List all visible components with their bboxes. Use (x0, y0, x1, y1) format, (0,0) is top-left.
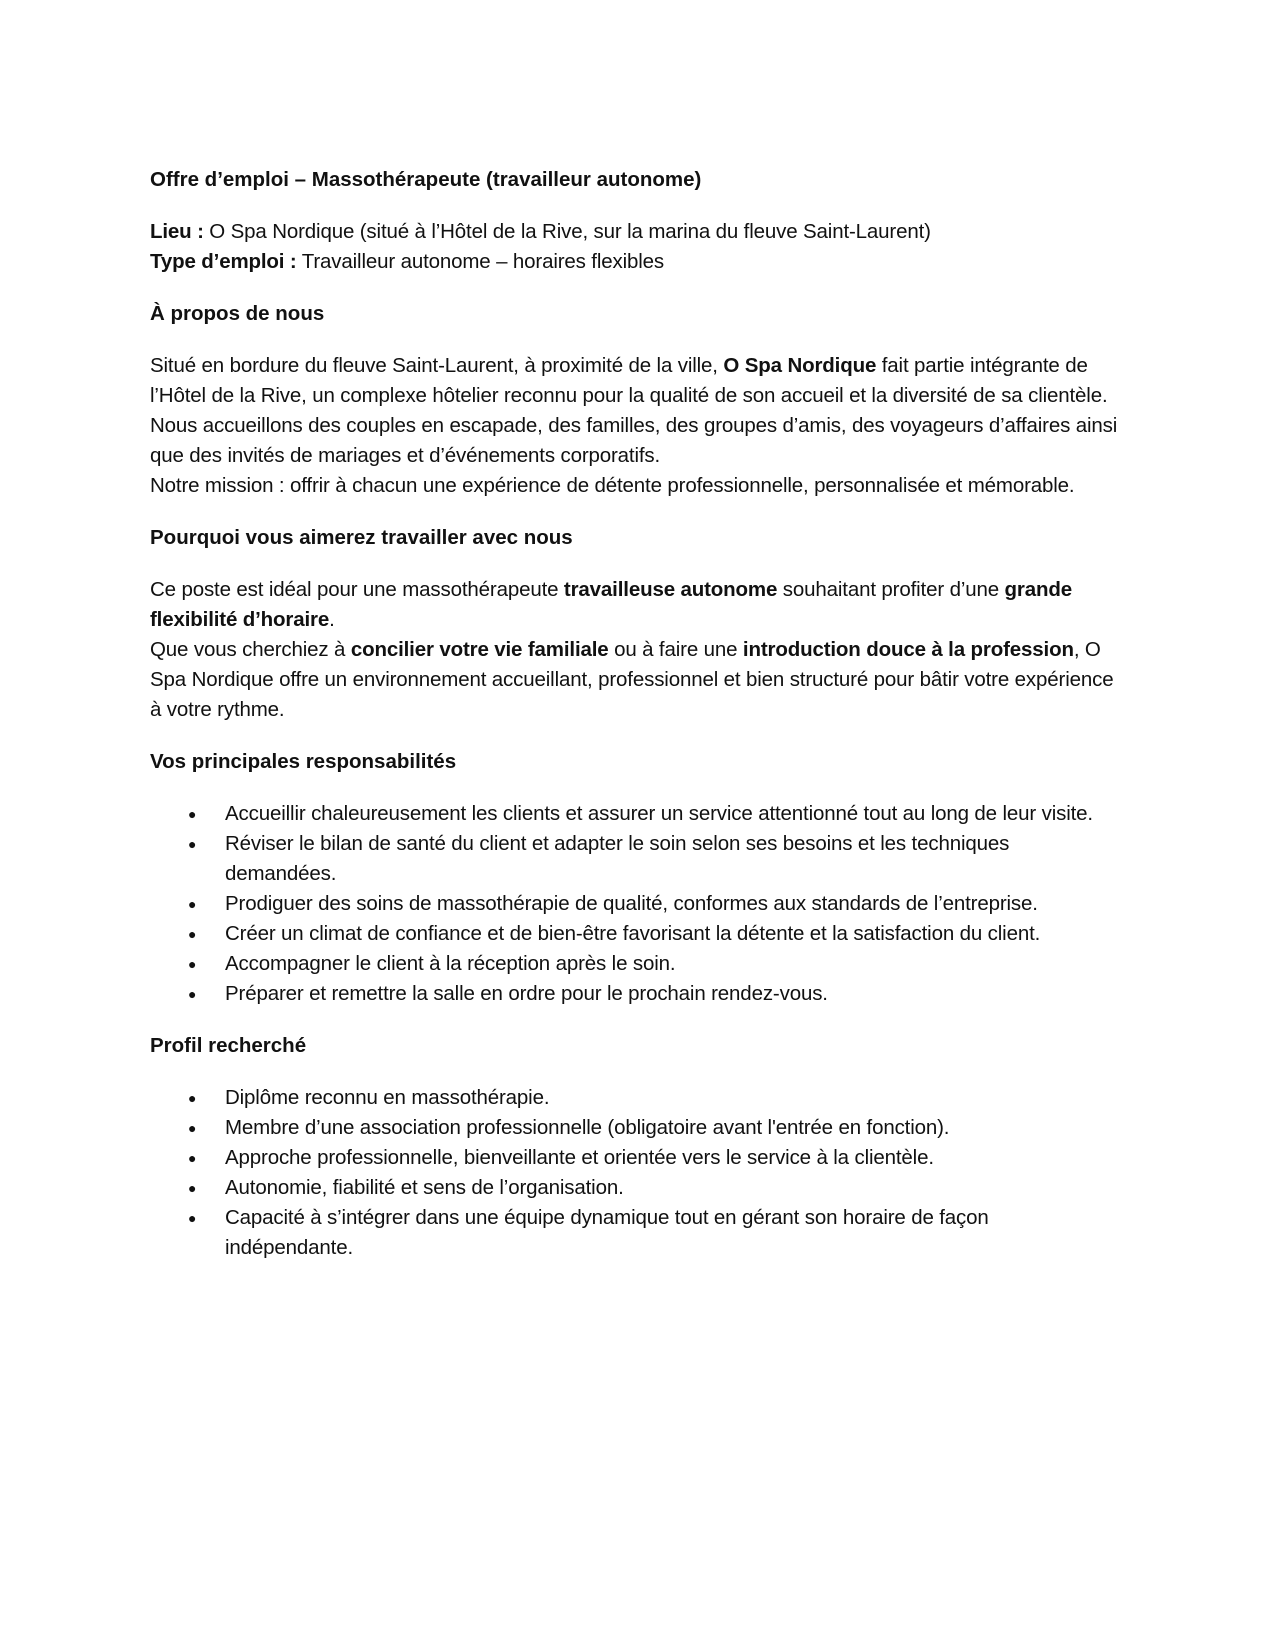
list-item (150, 829, 1120, 889)
list-item (150, 979, 1120, 1009)
why-section (150, 575, 1120, 725)
bold-run: travailleuse autonome (563, 578, 778, 601)
list-item-text: Approche professionnelle, bienveillante et orientée vers le service à la clientèle. (225, 1146, 934, 1169)
list-item-text: Autonomie, fiabilité et sens de l’organisation. (225, 1176, 624, 1199)
text-run: . (329, 608, 335, 631)
bullet-icon: ● (188, 1090, 197, 1106)
profile-list (150, 1083, 1120, 1263)
list-item-text: Diplôme reconnu en massothérapie. (225, 1086, 550, 1109)
text-run: souhaitant profiter d’une (777, 578, 1005, 601)
list-item-text: Accompagner le client à la réception après le soin. (225, 952, 676, 975)
responsibilities-heading: Vos principales responsabilités (150, 750, 457, 773)
bullet-icon: ● (188, 806, 197, 822)
about-paragraph-1 (150, 351, 1120, 411)
spa-name: O Spa Nordique (723, 354, 877, 377)
bullet-icon: ● (188, 926, 197, 942)
about-heading: À propos de nous (150, 302, 325, 325)
job-meta (150, 217, 1120, 277)
list-item (150, 1143, 1120, 1173)
document-page (150, 165, 1120, 1285)
list-item (150, 1173, 1120, 1203)
bold-run: grande flexibilité d’horaire (150, 578, 1072, 631)
list-item-text: Accueillir chaleureusement les clients et assurer un service attentionné tout au long de leur visite. (225, 802, 1093, 825)
about-paragraph-2: Nous accueillons des couples en escapade, des familles, des groupes d’amis, des voyageurs d’affaires ainsi que des invités de mariages et d’événements corporatifs. (150, 414, 1118, 467)
list-item-text: Préparer et remettre la salle en ordre pour le prochain rendez-vous. (225, 982, 828, 1005)
location-line (150, 217, 1120, 247)
bold-run: introduction douce à la profession (742, 638, 1074, 661)
list-item-text: Membre d’une association professionnelle (obligatoire avant l'entrée en fonction). (225, 1116, 950, 1139)
why-heading: Pourquoi vous aimerez travailler avec nous (150, 526, 573, 549)
bullet-icon: ● (188, 836, 197, 852)
why-paragraph-2 (150, 635, 1120, 725)
bullet-icon: ● (188, 1210, 197, 1226)
bold-run: concilier votre vie familiale (350, 638, 609, 661)
list-item (150, 949, 1120, 979)
text-run: Situé en bordure du fleuve Saint-Laurent, à proximité de la ville, (150, 354, 724, 377)
document-title: Offre d’emploi – Massothérapeute (travailleur autonome) (150, 168, 702, 191)
list-item-text: Réviser le bilan de santé du client et adapter le soin selon ses besoins et les techniques demandées. (225, 832, 1010, 885)
bullet-icon: ● (188, 956, 197, 972)
text-run: Ce poste est idéal pour une massothérapeute (150, 578, 564, 601)
list-item-text: Prodiguer des soins de massothérapie de qualité, conformes aux standards de l’entreprise. (225, 892, 1038, 915)
job-type-label: Type d’emploi : (150, 250, 297, 273)
text-run: ou à faire une (608, 638, 743, 661)
bullet-icon: ● (188, 896, 197, 912)
bullet-icon: ● (188, 986, 197, 1002)
list-item (150, 799, 1120, 829)
list-item-text: Créer un climat de confiance et de bien-être favorisant la détente et la satisfaction du client. (225, 922, 1041, 945)
bullet-icon: ● (188, 1180, 197, 1196)
profile-heading: Profil recherché (150, 1034, 307, 1057)
list-item (150, 1203, 1120, 1263)
list-item (150, 1083, 1120, 1113)
why-paragraph-1 (150, 575, 1120, 635)
job-type-line (150, 247, 1120, 277)
list-item (150, 1113, 1120, 1143)
responsibilities-list (150, 799, 1120, 1009)
list-item-text: Capacité à s’intégrer dans une équipe dynamique tout en gérant son horaire de façon indépendante. (225, 1206, 989, 1259)
bullet-icon: ● (188, 1150, 197, 1166)
text-run: , O Spa Nordique offre un environnement accueillant, professionnel et bien structuré pour bâtir votre expérience à votre rythme. (150, 638, 1114, 721)
about-section (150, 351, 1120, 501)
text-run: Que vous cherchiez à (150, 638, 351, 661)
list-item (150, 889, 1120, 919)
location-value: O Spa Nordique (situé à l’Hôtel de la Rive, sur la marina du fleuve Saint-Laurent) (203, 220, 931, 243)
bullet-icon: ● (188, 1120, 197, 1136)
about-paragraph-3: Notre mission : offrir à chacun une expérience de détente professionnelle, personnalisée et mémorable. (150, 474, 1075, 497)
location-label: Lieu : (150, 220, 204, 243)
job-type-value: Travailleur autonome – horaires flexibles (296, 250, 665, 273)
list-item (150, 919, 1120, 949)
text-run: fait partie intégrante de l’Hôtel de la Rive, un complexe hôtelier reconnu pour la qualité de son accueil et la diversité de sa clientèle. (150, 354, 1108, 407)
